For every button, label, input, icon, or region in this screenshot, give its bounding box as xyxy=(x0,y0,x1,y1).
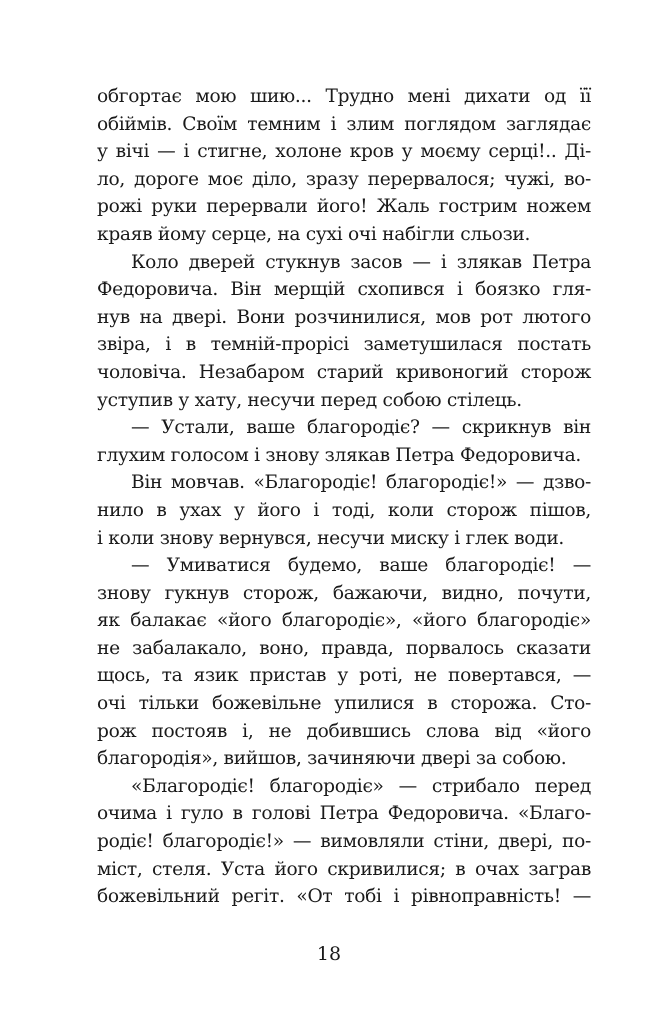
text-line: — Умиватися будемо, ваше благородіє! — xyxy=(131,555,591,577)
text-line: очі тільки божевільне упилися в сторожа. Сто- xyxy=(97,693,591,715)
text-line: глухим голосом і знову злякав Петра Федоровича. xyxy=(97,444,581,466)
text-line: божевільний регіт. «От тобі і рівноправність! — xyxy=(97,886,591,908)
text-line: нув на двері. Вони розчинилися, мов рот лютого xyxy=(97,306,591,328)
text-line: не забалакало, воно, правда, порвалось сказати xyxy=(97,637,591,659)
text-line: рожі руки перервали його! Жаль гострим ножем xyxy=(97,196,591,218)
text-line: Федоровича. Він мерщій схопився і боязко гля- xyxy=(97,279,591,301)
page-number: 18 xyxy=(316,943,342,965)
text-line: краяв йому серце, на сухі очі набігли сльози. xyxy=(97,223,531,245)
text-line: — Устали, ваше благородіє? — скрикнув він xyxy=(131,417,591,439)
text-line: родіє! благородіє!» — вимовляли стіни, двері, по- xyxy=(97,831,591,853)
text-line: у вічі — і стигне, холоне кров у моєму серці!.. Ді- xyxy=(97,141,591,163)
body-text xyxy=(97,83,591,911)
text-line: благородія», вийшов, зачиняючи двері за собою. xyxy=(97,748,567,770)
text-line: Коло дверей стукнув засов — і злякав Петра xyxy=(131,251,591,273)
text-line: рож постояв і, не добившись слова від «його xyxy=(97,720,591,742)
text-line: щось, та язик пристав у роті, не повертався, — xyxy=(97,665,591,687)
text-line: і коли знову вернувся, несучи миску і глек води. xyxy=(97,527,565,549)
text-line: «Благородіє! благородіє» — стрибало перед xyxy=(131,775,591,797)
text-line: чоловіча. Незабаром старий кривоногий сторож xyxy=(97,361,591,383)
text-line: обіймів. Своїм темним і злим поглядом заглядає xyxy=(97,113,591,135)
text-line: міст, стеля. Уста його скривилися; в очах заграв xyxy=(97,858,591,880)
text-line: уступив у хату, несучи перед собою стілець. xyxy=(97,389,522,411)
text-line: нило в ухах у його і тоді, коли сторож пішов, xyxy=(97,499,591,521)
text-line: знову гукнув сторож, бажаючи, видно, почути, xyxy=(97,582,591,604)
text-line: Він мовчав. «Благородіє! благородіє!» — дзво- xyxy=(131,472,591,494)
text-line: обгортає мою шию... Трудно мені дихати од її xyxy=(97,86,591,107)
text-line: ло, дороге моє діло, зразу перервалося; чужі, во- xyxy=(97,168,591,190)
text-line: очима і гуло в голові Петра Федоровича. «Благо- xyxy=(97,803,591,825)
text-line: як балакає «його благородіє», «його благородіє» xyxy=(97,610,591,632)
text-line: звіра, і в темній-прорісі заметушилася постать xyxy=(97,334,591,356)
